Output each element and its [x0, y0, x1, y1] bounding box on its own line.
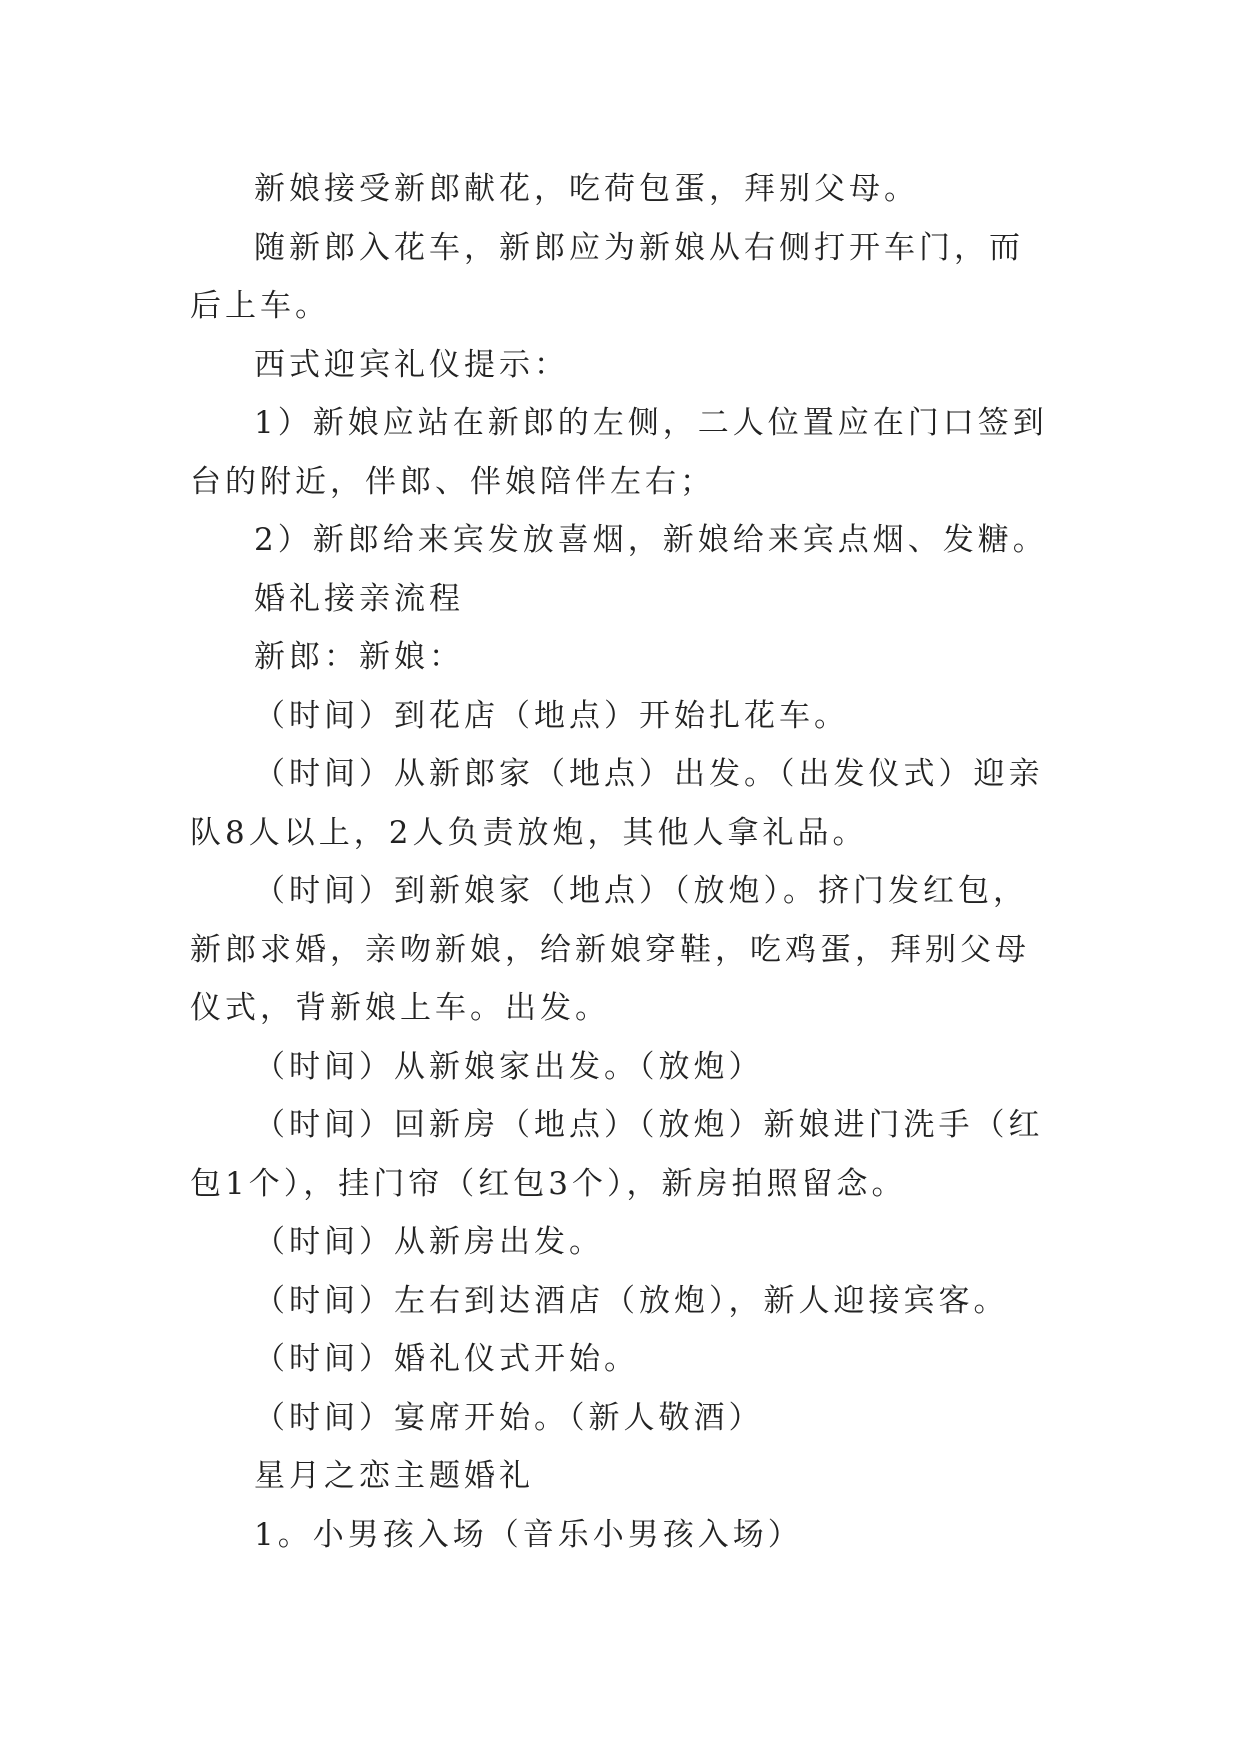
paragraph-groom-bride: 新郎：新娘：	[254, 639, 464, 675]
schedule-item-return-new-home: （时间）回新房（地点）（放炮）新娘进门洗手（红包1个），挂门帘（红包3个），新房拍照留念。	[190, 1107, 1044, 1202]
heading-western-welcome-etiquette: 西式迎宾礼仪提示：	[254, 346, 569, 383]
list-item-little-boy-entrance: 1。小男孩入场（音乐小男孩入场）	[254, 1516, 803, 1553]
schedule-item-arrive-bride-home: （时间）到新娘家（地点）（放炮）。挤门发红包，新郎求婚，亲吻新娘，给新娘穿鞋，吃鸡蛋，拜别父母仪式，背新娘上车。出发。	[190, 873, 1030, 1026]
paragraph-bride-receives-flowers: 新娘接受新郎献花，吃荷包蛋，拜别父母。	[254, 171, 919, 207]
schedule-item-flower-shop: （时间）到花店（地点）开始扎花车。	[254, 697, 849, 734]
schedule-item-banquet-start: （时间）宴席开始。（新人敬酒）	[254, 1399, 764, 1436]
heading-pickup-process: 婚礼接亲流程	[254, 580, 464, 617]
schedule-item-depart-bride-home: （时间）从新娘家出发。（放炮）	[254, 1048, 764, 1085]
schedule-item-depart-new-home: （时间）从新房出发。	[254, 1224, 604, 1260]
paragraph-enter-flower-car: 随新郎入花车，新郎应为新娘从右侧打开车门，而后上车。	[190, 229, 1024, 324]
list-item-1: 1）新娘应站在新郎的左侧，二人位置应在门口签到台的附近，伴郎、伴娘陪伴左右；	[190, 405, 1048, 500]
heading-star-moon-theme: 星月之恋主题婚礼	[254, 1458, 534, 1494]
list-item-2: 2）新郎给来宾发放喜烟，新娘给来宾点烟、发糖。	[254, 522, 1048, 558]
schedule-item-depart-groom-home: （时间）从新郎家（地点）出发。（出发仪式）迎亲队8人以上，2人负责放炮，其他人拿礼品。	[190, 756, 1044, 851]
schedule-item-arrive-hotel: （时间）左右到达酒店（放炮），新人迎接宾客。	[254, 1282, 1009, 1319]
document-body	[190, 160, 1050, 1564]
schedule-item-ceremony-start: （时间）婚礼仪式开始。	[254, 1341, 639, 1377]
